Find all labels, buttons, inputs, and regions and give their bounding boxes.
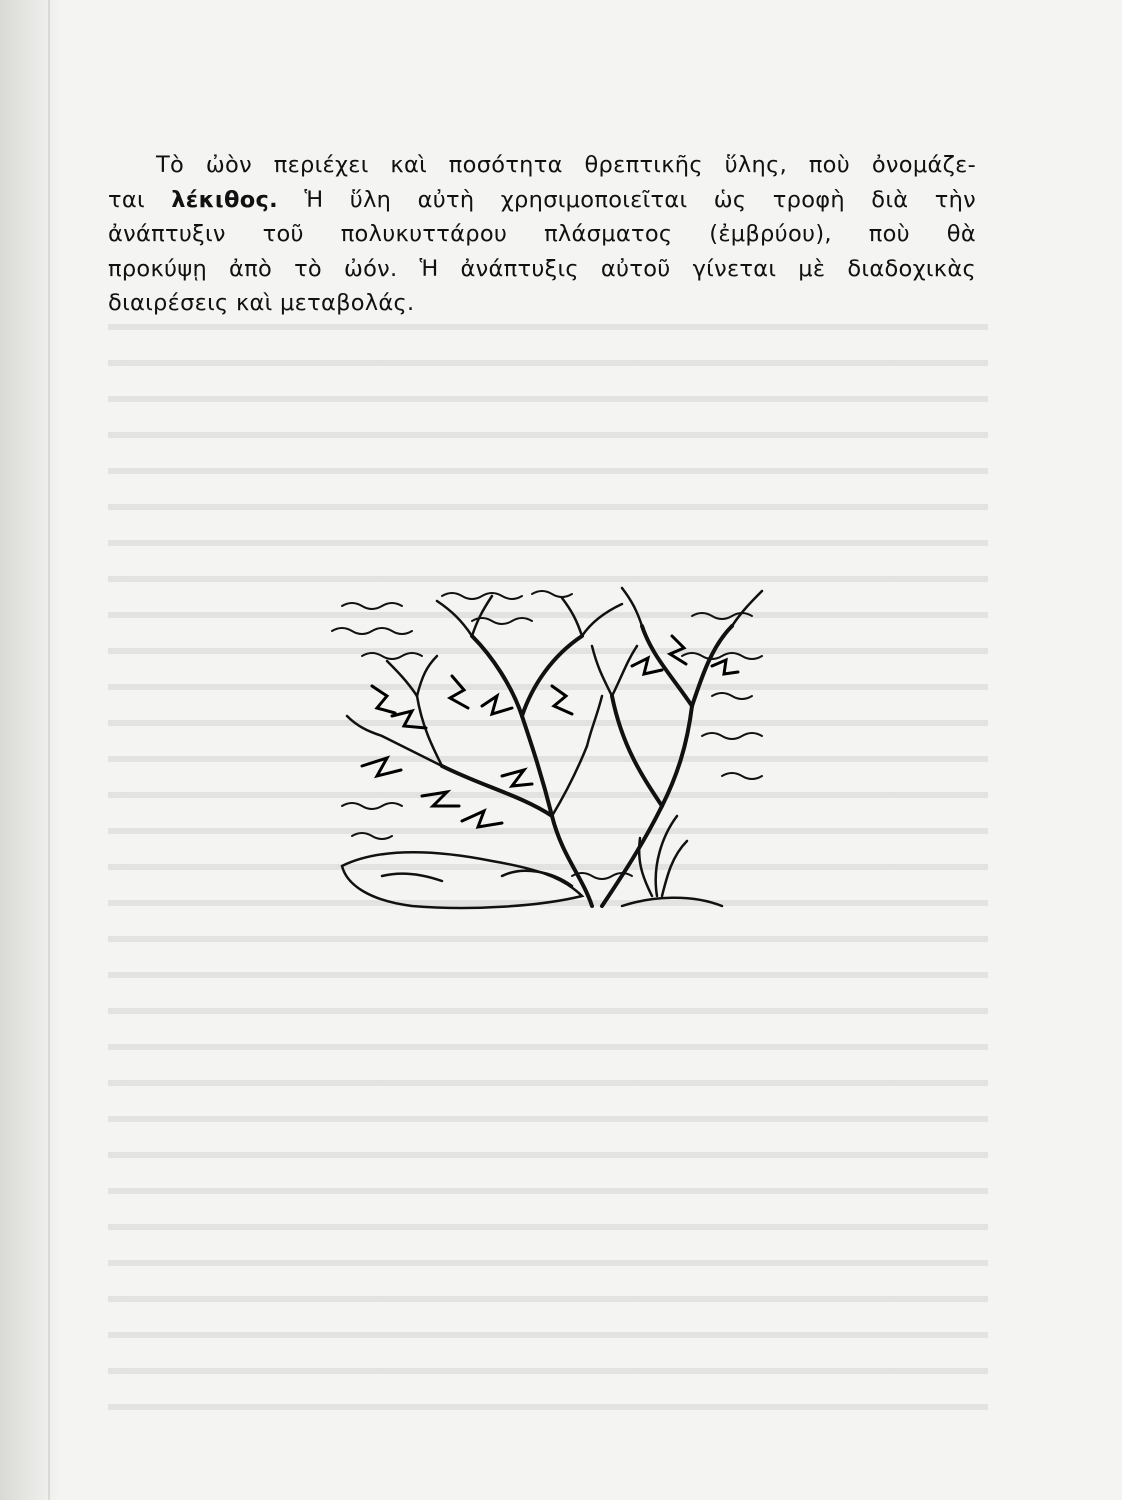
body-paragraph xyxy=(108,148,976,321)
paragraph-line-1: Τὸ ὠὸν περιέχει καὶ ποσότητα θρεπτικῆς ὕλης, ποὺ ὀνομάζε- xyxy=(156,152,976,178)
paragraph-line-5: διαιρέσεις καὶ μεταβολάς. xyxy=(108,290,415,316)
paragraph-line-4: προκύψῃ ἀπὸ τὸ ὠόν. Ἡ ἀνάπτυξις αὐτοῦ γίνεται μὲ διαδοχικὰς xyxy=(108,255,976,282)
term-lekithos: λέκιθος. xyxy=(171,186,278,213)
page-gutter-shadow xyxy=(0,0,60,1500)
line-2-start: ται xyxy=(108,186,145,213)
coral-tree-illustration-icon xyxy=(322,576,802,926)
line-2-end: Ἡ ὕλη αὐτὴ χρησιμοποιεῖται ὡς τροφὴ διὰ τὴν xyxy=(304,186,977,213)
page-edge xyxy=(48,0,50,1500)
paragraph-line-2 xyxy=(108,183,976,218)
paragraph-line-3: ἀνάπτυξιν τοῦ πολυκυττάρου πλάσματος (ἐμβρύου), ποὺ θὰ xyxy=(108,221,976,247)
